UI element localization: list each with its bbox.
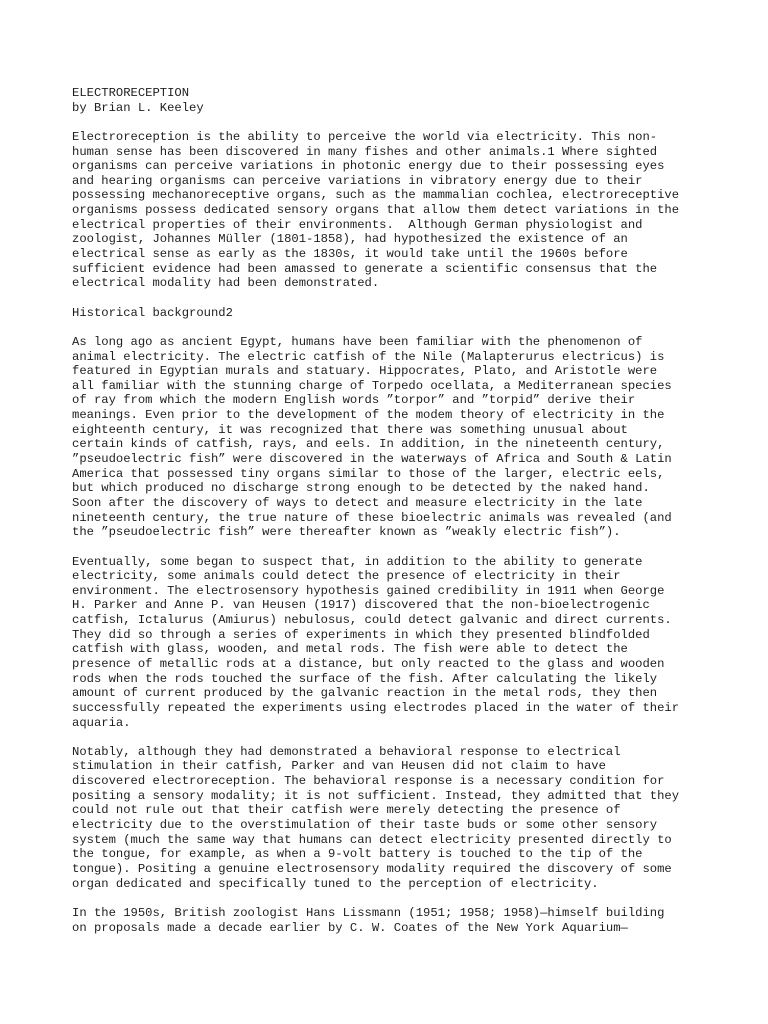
- text-line: electrical sense as early as the 1830s, it would take until the 1960s before: [72, 247, 628, 262]
- paragraph-spacer: [72, 891, 762, 906]
- text-line: animal electricity. The electric catfish of the Nile (Malapterurus electricus) is: [72, 349, 665, 364]
- paragraph-spacer: [72, 115, 762, 130]
- text-line: positing a sensory modality; it is not sufficient. Instead, they admitted that they: [72, 788, 680, 803]
- text-line: possessing mechanoreceptive organs, such as the mammalian cochlea, electroreceptive: [72, 188, 680, 203]
- text-line: Electroreception is the ability to perceive the world via electricity. This non-: [72, 129, 658, 144]
- paragraph: [72, 130, 762, 291]
- document-body: [72, 130, 762, 935]
- text-line: electricity, some animals could detect the presence of electricity in their: [72, 569, 621, 584]
- paragraph: [72, 906, 762, 935]
- text-line: As long ago as ancient Egypt, humans have been familiar with the phenomenon of: [72, 334, 643, 349]
- text-line: ”pseudoelectric fish” were discovered in the waterways of Africa and South & Latin: [72, 452, 672, 467]
- text-line: the tongue, for example, as when a 9-volt battery is touched to the tip of the: [72, 847, 643, 862]
- text-line: electrical modality had been demonstrated.: [72, 276, 380, 291]
- document-byline: by Brian L. Keeley: [72, 100, 204, 115]
- section-heading: [72, 306, 762, 321]
- text-line: America that possessed tiny organs similar to those of the larger, electric eels,: [72, 466, 665, 481]
- paragraph: [72, 745, 762, 891]
- text-line: organisms can perceive variations in photonic energy due to their possessing eyes: [72, 159, 665, 174]
- text-line: catfish, Ictalurus (Amiurus) nebulosus, could detect galvanic and direct currents.: [72, 613, 672, 628]
- paragraph-spacer: [72, 540, 762, 555]
- text-line: In the 1950s, British zoologist Hans Lissmann (1951; 1958; 1958)—himself building: [72, 905, 665, 920]
- text-line: They did so through a series of experiments in which they presented blindfolded: [72, 627, 650, 642]
- paragraph: [72, 555, 762, 731]
- paragraph-spacer: [72, 730, 762, 745]
- text-line: organisms possess dedicated sensory organs that allow them detect variations in the: [72, 203, 680, 218]
- text-line: aquaria.: [72, 715, 131, 730]
- paragraph: [72, 335, 762, 540]
- text-line: of ray from which the modern English words ”torpor” and ”torpid” derive their: [72, 393, 636, 408]
- paragraph-spacer: [72, 320, 762, 335]
- text-line: the ”pseudoelectric fish” were thereafter known as ”weakly electric fish”).: [72, 525, 621, 540]
- text-line: Notably, although they had demonstrated a behavioral response to electrical: [72, 744, 621, 759]
- text-line: amount of current produced by the galvanic reaction in the metal rods, they then: [72, 686, 658, 701]
- text-line: eighteenth century, it was recognized that there was something unusual about: [72, 422, 628, 437]
- text-line: rods when the rods touched the surface of the fish. After calculating the likely: [72, 671, 658, 686]
- text-line: nineteenth century, the true nature of these bioelectric animals was revealed (and: [72, 510, 672, 525]
- text-line: discovered electroreception. The behavioral response is a necessary condition for: [72, 774, 665, 789]
- paragraph-spacer: [72, 291, 762, 306]
- text-line: and hearing organisms can perceive variations in vibratory energy due to their: [72, 173, 643, 188]
- text-line: could not rule out that their catfish were merely detecting the presence of: [72, 803, 621, 818]
- text-line: human sense has been discovered in many fishes and other animals.1 Where sighted: [72, 144, 658, 159]
- text-line: certain kinds of catfish, rays, and eels. In addition, in the nineteenth century,: [72, 437, 665, 452]
- text-line: tongue). Positing a genuine electrosensory modality required the discovery of some: [72, 861, 672, 876]
- text-line: electrical properties of their environments. Although German physiologist and: [72, 217, 643, 232]
- document-page: [72, 86, 762, 935]
- text-line: system (much the same way that humans can detect electricity presented directly to: [72, 832, 672, 847]
- text-line: H. Parker and Anne P. van Heusen (1917) discovered that the non-bioelectrogenic: [72, 598, 650, 613]
- text-line: Historical background2: [72, 305, 233, 320]
- text-line: on proposals made a decade earlier by C. W. Coates of the New York Aquarium—: [72, 920, 628, 935]
- text-line: environment. The electrosensory hypothesis gained credibility in 1911 when George: [72, 583, 665, 598]
- text-line: but which produced no discharge strong enough to be detected by the naked hand.: [72, 481, 650, 496]
- text-line: Eventually, some began to suspect that, in addition to the ability to generate: [72, 554, 643, 569]
- document-title: ELECTRORECEPTION: [72, 86, 190, 100]
- text-line: Soon after the discovery of ways to detect and measure electricity in the late: [72, 495, 643, 510]
- text-line: stimulation in their catfish, Parker and van Heusen did not claim to have: [72, 759, 606, 774]
- text-line: all familiar with the stunning charge of Torpedo ocellata, a Mediterranean species: [72, 378, 672, 393]
- text-line: organ dedicated and specifically tuned to the perception of electricity.: [72, 876, 599, 891]
- text-line: electricity due to the overstimulation of their taste buds or some other sensory: [72, 818, 658, 833]
- text-line: meanings. Even prior to the development of the modem theory of electricity in the: [72, 408, 665, 423]
- text-line: featured in Egyptian murals and statuary. Hippocrates, Plato, and Aristotle were: [72, 364, 658, 379]
- text-line: catfish with glass, wooden, and metal rods. The fish were able to detect the: [72, 642, 628, 657]
- text-line: sufficient evidence had been amassed to generate a scientific consensus that the: [72, 261, 658, 276]
- text-line: successfully repeated the experiments using electrodes placed in the water of their: [72, 700, 680, 715]
- text-line: zoologist, Johannes Müller (1801-1858), had hypothesized the existence of an: [72, 232, 628, 247]
- text-line: presence of metallic rods at a distance, but only reacted to the glass and wooden: [72, 656, 665, 671]
